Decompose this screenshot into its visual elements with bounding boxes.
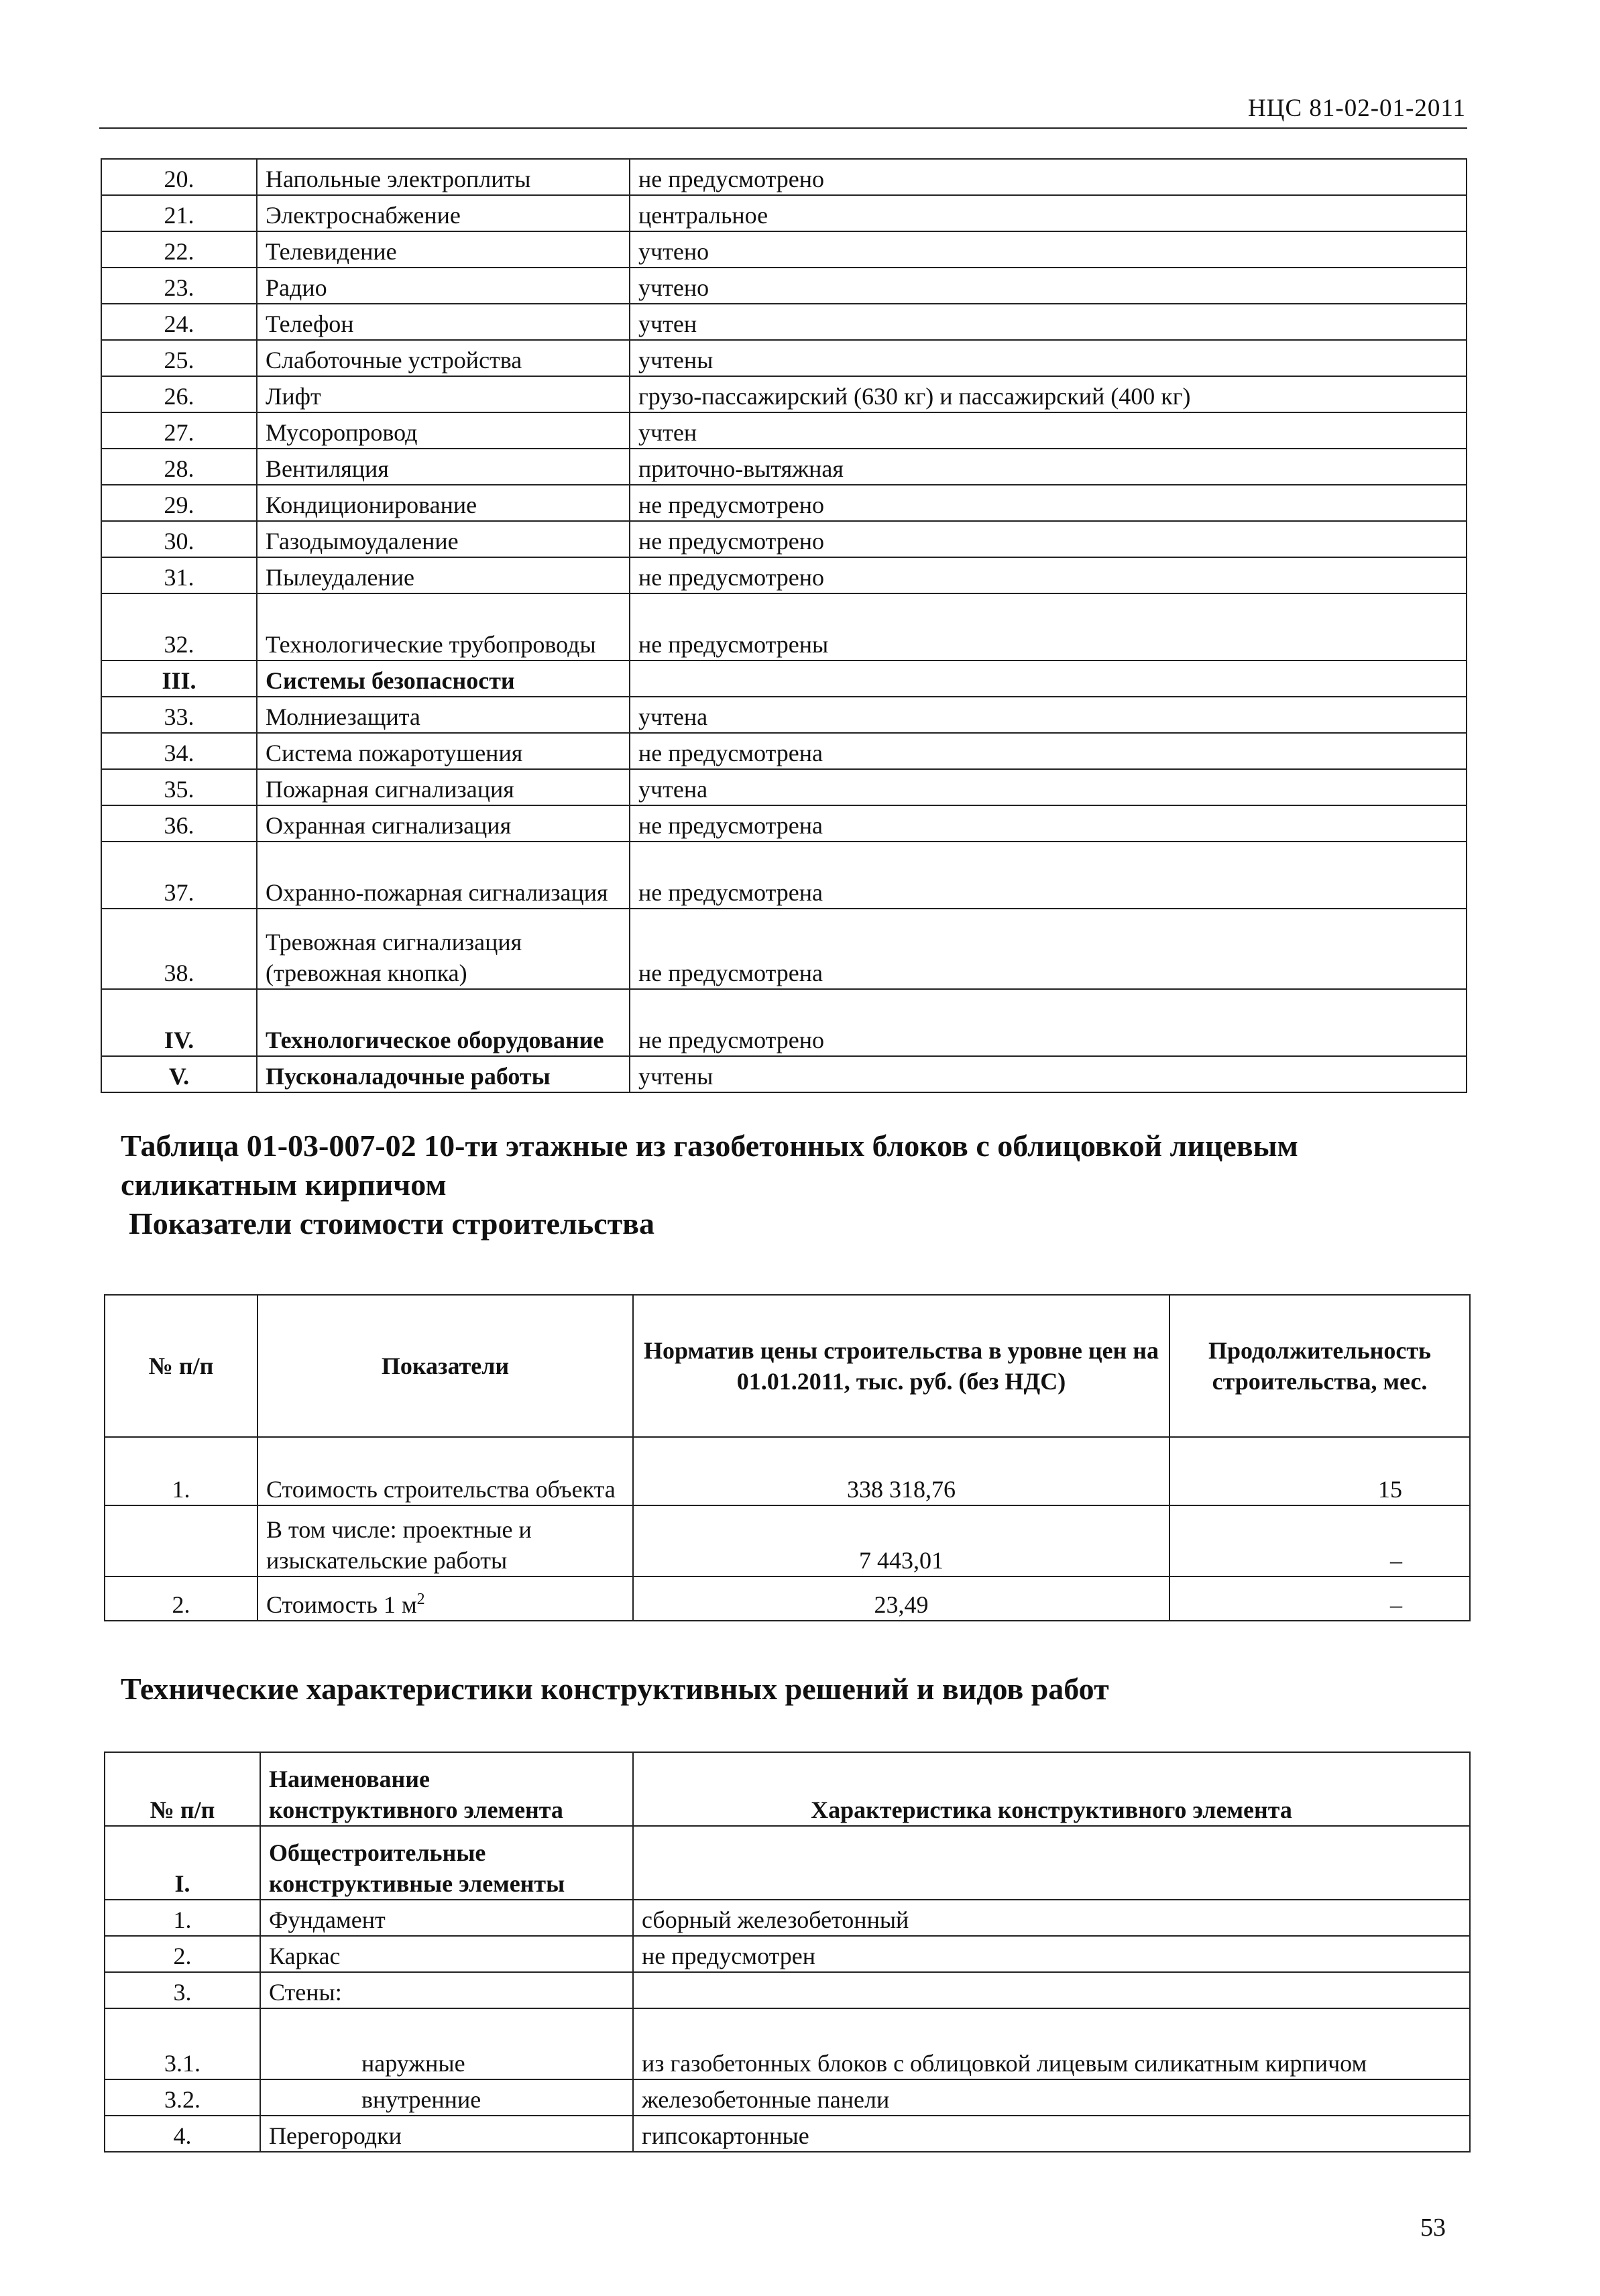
- row-value: учтена: [630, 697, 1467, 733]
- row-value: не предусмотрена: [630, 805, 1467, 842]
- row-num: 20.: [101, 159, 257, 195]
- row-value: не предусмотрена: [630, 733, 1467, 769]
- row-num: III.: [101, 661, 257, 697]
- row-name: Кондиционирование: [257, 485, 630, 521]
- table-row: [101, 231, 1467, 268]
- table-row: [105, 2079, 1470, 2116]
- row-price: 7 443,01: [633, 1505, 1169, 1576]
- row-element-name: Стены:: [260, 1972, 633, 2008]
- row-characteristic: железобетонные панели: [633, 2079, 1470, 2116]
- row-num: 35.: [101, 769, 257, 805]
- table-row: [105, 1936, 1470, 1972]
- table-row: [101, 593, 1467, 661]
- superscript: 2: [416, 1591, 425, 1608]
- row-value: не предусмотрено: [630, 557, 1467, 593]
- row-name: Мусоропровод: [257, 412, 630, 449]
- row-name: Телефон: [257, 304, 630, 340]
- row-num: 29.: [101, 485, 257, 521]
- document-code: НЦС 81-02-01-2011: [1248, 95, 1466, 122]
- row-duration: –: [1169, 1576, 1470, 1621]
- row-value: не предусмотрено: [630, 159, 1467, 195]
- row-characteristic: не предусмотрен: [633, 1936, 1470, 1972]
- row-element-name: Каркас: [260, 1936, 633, 1972]
- table-row: [101, 521, 1467, 557]
- row-num: I.: [105, 1826, 260, 1900]
- table-row: [101, 842, 1467, 909]
- table-row: [101, 557, 1467, 593]
- row-characteristic: гипсокартонные: [633, 2116, 1470, 2152]
- row-num: 27.: [101, 412, 257, 449]
- table-row: [101, 697, 1467, 733]
- row-num: 34.: [101, 733, 257, 769]
- table-row: [101, 485, 1467, 521]
- row-characteristic: сборный железобетонный: [633, 1900, 1470, 1936]
- row-name: Вентиляция: [257, 449, 630, 485]
- row-num: 28.: [101, 449, 257, 485]
- row-num: 21.: [101, 195, 257, 231]
- row-value: не предусмотрено: [630, 989, 1467, 1056]
- row-value: [630, 661, 1467, 697]
- row-value: учтен: [630, 304, 1467, 340]
- row-value: не предусмотрены: [630, 593, 1467, 661]
- row-name: Лифт: [257, 376, 630, 412]
- row-name: Технологическое оборудование: [257, 989, 630, 1056]
- row-num: 30.: [101, 521, 257, 557]
- row-num: 31.: [101, 557, 257, 593]
- row-name: Системы безопасности: [257, 661, 630, 697]
- row-characteristic: [633, 1826, 1470, 1900]
- row-name: Газодымоудаление: [257, 521, 630, 557]
- row-num: 1.: [105, 1900, 260, 1936]
- row-num: IV.: [101, 989, 257, 1056]
- section-subtitle: Показатели стоимости строительства: [129, 1206, 655, 1241]
- row-indicator: В том числе: проектные и изыскательские работы: [258, 1505, 633, 1576]
- row-name: Радио: [257, 268, 630, 304]
- row-num: 22.: [101, 231, 257, 268]
- row-num: 3.1.: [105, 2008, 260, 2079]
- row-element-name: наружные: [260, 2008, 633, 2079]
- row-num: V.: [101, 1056, 257, 1092]
- row-num: 36.: [101, 805, 257, 842]
- row-num: 4.: [105, 2116, 260, 2152]
- row-element-name: Общестроительные конструктивные элементы: [260, 1826, 633, 1900]
- row-value: не предусмотрена: [630, 842, 1467, 909]
- row-duration: –: [1169, 1505, 1470, 1576]
- row-name: Охранная сигнализация: [257, 805, 630, 842]
- row-num: 33.: [101, 697, 257, 733]
- header-num: № п/п: [105, 1295, 258, 1437]
- row-indicator-text: Стоимость 1 м: [266, 1591, 417, 1618]
- row-element-name: Перегородки: [260, 2116, 633, 2152]
- table-row: [105, 2116, 1470, 2152]
- header-num: № п/п: [105, 1752, 260, 1826]
- row-price: 23,49: [633, 1576, 1169, 1621]
- row-element-name: внутренние: [260, 2079, 633, 2116]
- header-price: Норматив цены строительства в уровне цен на 01.01.2011, тыс. руб. (без НДС): [633, 1295, 1169, 1437]
- row-value: центральное: [630, 195, 1467, 231]
- table-title: [121, 1127, 1298, 1243]
- row-characteristic: из газобетонных блоков с облицовкой лицевым силикатным кирпичом: [633, 2008, 1470, 2079]
- header-characteristic: Характеристика конструктивного элемента: [633, 1752, 1470, 1826]
- row-num: 37.: [101, 842, 257, 909]
- row-characteristic: [633, 1972, 1470, 2008]
- row-num: 3.2.: [105, 2079, 260, 2116]
- row-indicator: [258, 1576, 633, 1621]
- row-num: 38.: [101, 909, 257, 989]
- table-row: [105, 1972, 1470, 2008]
- row-value: учтены: [630, 1056, 1467, 1092]
- row-indicator: Стоимость строительства объекта: [258, 1437, 633, 1505]
- table-row: [101, 412, 1467, 449]
- row-num: 1.: [105, 1437, 258, 1505]
- row-num: 3.: [105, 1972, 260, 2008]
- row-name: Пылеудаление: [257, 557, 630, 593]
- table-row: [101, 661, 1467, 697]
- row-value: учтена: [630, 769, 1467, 805]
- row-value: приточно-вытяжная: [630, 449, 1467, 485]
- table-row: [101, 1056, 1467, 1092]
- row-value: учтено: [630, 231, 1467, 268]
- row-name: Телевидение: [257, 231, 630, 268]
- header-duration: Продолжительность строительства, мес.: [1169, 1295, 1470, 1437]
- page-number: 53: [1420, 2214, 1446, 2242]
- table-row: [105, 2008, 1470, 2079]
- table-title-line2: силикатным кирпичом: [121, 1167, 447, 1202]
- row-num: 25.: [101, 340, 257, 376]
- table-row: [101, 340, 1467, 376]
- table-row: [101, 159, 1467, 195]
- row-value: не предусмотрена: [630, 909, 1467, 989]
- row-num: 32.: [101, 593, 257, 661]
- row-name: Электроснабжение: [257, 195, 630, 231]
- table-title-line1: Таблица 01-03-007-02 10-ти этажные из газобетонных блоков с облицовкой лицевым: [121, 1129, 1298, 1163]
- row-name: Система пожаротушения: [257, 733, 630, 769]
- table-row: [105, 1900, 1470, 1936]
- row-value: учтен: [630, 412, 1467, 449]
- row-name: Молниезащита: [257, 697, 630, 733]
- table-row: [101, 769, 1467, 805]
- row-num: 2.: [105, 1576, 258, 1621]
- row-num: 2.: [105, 1936, 260, 1972]
- row-value: грузо-пассажирский (630 кг) и пассажирский (400 кг): [630, 376, 1467, 412]
- systems-table: [101, 158, 1467, 1093]
- table-row: [105, 1826, 1470, 1900]
- row-name: Охранно-пожарная сигнализация: [257, 842, 630, 909]
- table-row: [101, 449, 1467, 485]
- header-element-name: Наименование конструктивного элемента: [260, 1752, 633, 1826]
- row-name: Тревожная сигнализация (тревожная кнопка): [257, 909, 630, 989]
- row-num: 26.: [101, 376, 257, 412]
- table-row: [101, 733, 1467, 769]
- table-row: [101, 376, 1467, 412]
- row-element-name: Фундамент: [260, 1900, 633, 1936]
- table-row: [101, 268, 1467, 304]
- row-num: 23.: [101, 268, 257, 304]
- row-name: Напольные электроплиты: [257, 159, 630, 195]
- row-duration: 15: [1169, 1437, 1470, 1505]
- header-rule: [99, 127, 1467, 129]
- row-name: Технологические трубопроводы: [257, 593, 630, 661]
- row-num: 24.: [101, 304, 257, 340]
- row-value: не предусмотрено: [630, 521, 1467, 557]
- table-row: [101, 195, 1467, 231]
- row-value: учтено: [630, 268, 1467, 304]
- table-row: [101, 989, 1467, 1056]
- row-name: Пожарная сигнализация: [257, 769, 630, 805]
- table-row: [101, 909, 1467, 989]
- row-name: Пусконаладочные работы: [257, 1056, 630, 1092]
- table-row: [101, 805, 1467, 842]
- row-value: учтены: [630, 340, 1467, 376]
- header-indicator: Показатели: [258, 1295, 633, 1437]
- tech-title: Технические характеристики конструктивных решений и видов работ: [121, 1672, 1109, 1706]
- row-name: Слаботочные устройства: [257, 340, 630, 376]
- row-num: [105, 1505, 258, 1576]
- table-row: [101, 304, 1467, 340]
- tech-characteristics-table: [104, 1752, 1471, 2152]
- row-price: 338 318,76: [633, 1437, 1169, 1505]
- row-value: не предусмотрено: [630, 485, 1467, 521]
- cost-indicators-table: [104, 1294, 1471, 1621]
